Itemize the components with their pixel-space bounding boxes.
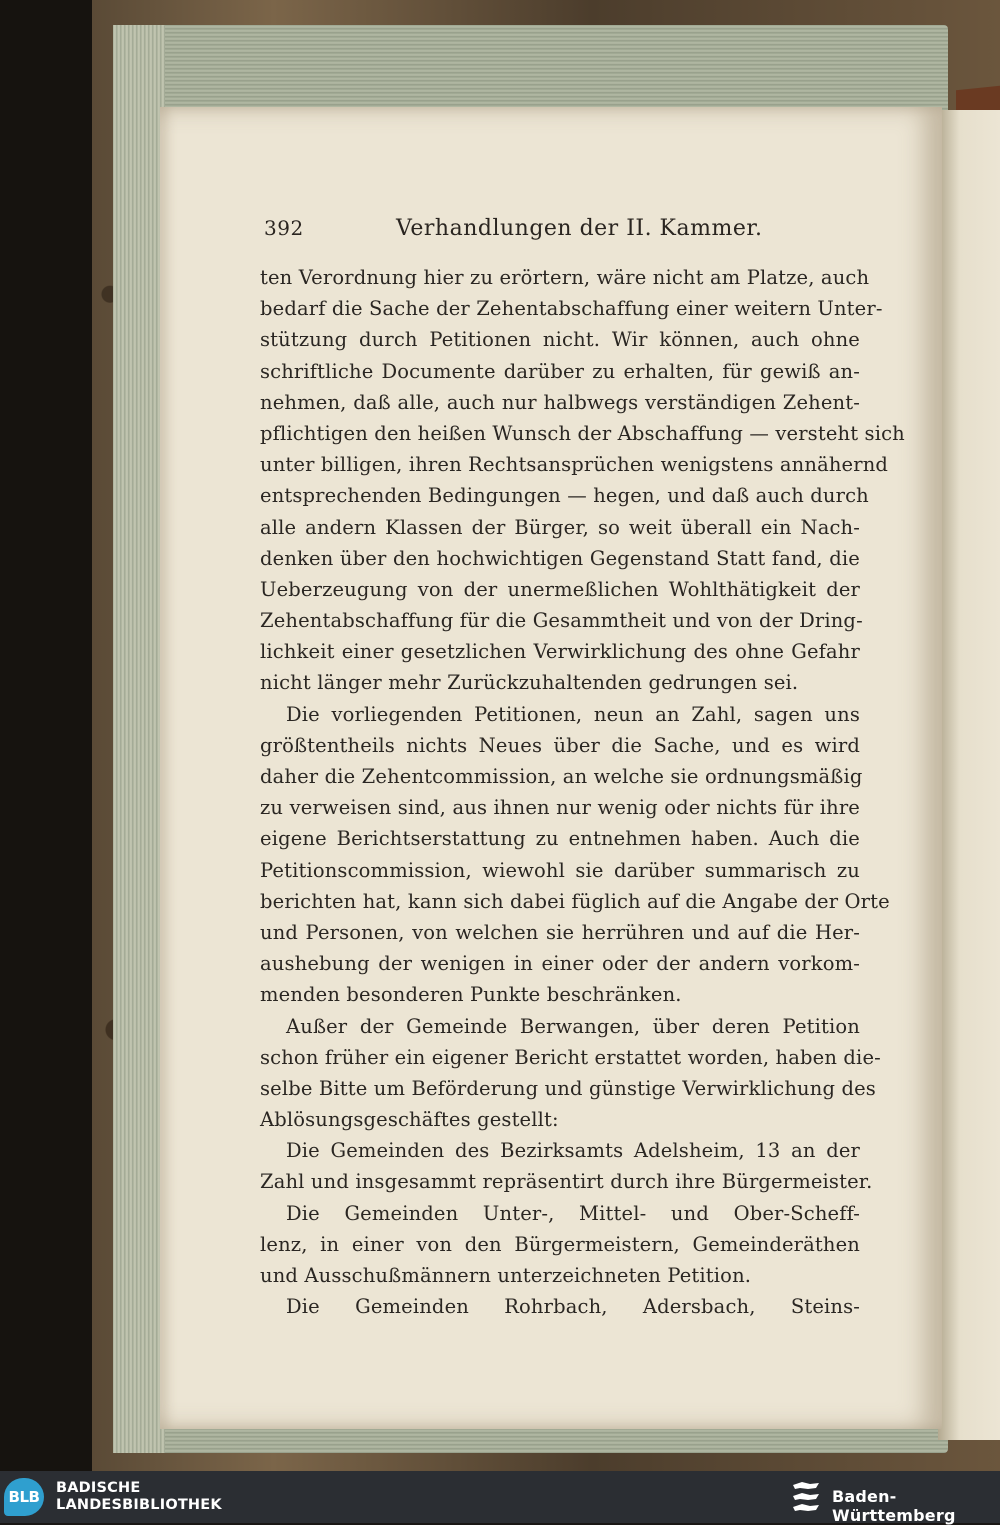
text-line: unter billigen, ihren Rechtsansprüchen wenigstens annähernd [260, 453, 889, 477]
text-line: Zehentabschaffung für die Gesammtheit und von der Dring- [260, 609, 863, 633]
running-title: Verhandlungen der II. Kammer. [396, 216, 763, 241]
page-header [264, 212, 864, 246]
text-line: nicht länger mehr Zurückzuhaltenden gedrungen sei. [260, 671, 799, 695]
text-line: Die Gemeinden Unter-, Mittel- und Ober-Scheff- [286, 1201, 860, 1225]
text-line: Petitionscommission, wiewohl sie darüber summarisch zu [260, 858, 860, 882]
blb-logo-icon[interactable]: BLB [4, 1478, 44, 1516]
text-line: größtentheils nichts Neues über die Sache, und es wird [260, 733, 860, 757]
text-line: Ablösungsgeschäftes gestellt: [260, 1108, 559, 1132]
text-line: denken über den hochwichtigen Gegenstand Statt fand, die [260, 546, 860, 570]
body-text [260, 262, 905, 1322]
state-name[interactable]: Baden-Württemberg [832, 1487, 956, 1525]
text-line: aushebung der wenigen in einer oder der andern vorkom- [260, 952, 860, 976]
text-line: Die Gemeinden des Bezirksamts Adelsheim, 13 an der [286, 1139, 860, 1163]
facing-page-edge [938, 110, 1000, 1440]
text-line: alle andern Klassen der Bürger, so weit überall ein Nach- [260, 515, 860, 539]
text-line: Zahl und insgesammt repräsentirt durch ihre Bürgermeister. [260, 1170, 873, 1194]
text-line: eigene Berichtserstattung zu entnehmen haben. Auch die [260, 827, 860, 851]
text-line: schon früher ein eigener Bericht erstattet worden, haben die- [260, 1045, 881, 1069]
text-line: Die vorliegenden Petitionen, neun an Zahl, sagen uns [286, 702, 860, 726]
text-line: schriftliche Documente darüber zu erhalten, für gewiß an- [260, 359, 860, 383]
text-line: nehmen, daß alle, auch nur halbwegs verständigen Zehent- [260, 390, 860, 414]
text-line: ten Verordnung hier zu erörtern, wäre nicht am Platze, auch [260, 266, 870, 289]
viewer-footer [0, 1471, 1000, 1523]
text-line: und Personen, von welchen sie herrühren und auf die Her- [260, 920, 860, 944]
text-line: pflichtigen den heißen Wunsch der Abschaffung — versteht sich [260, 421, 905, 445]
text-line: lichkeit einer gesetzlichen Verwirklichung des ohne Gefahr [260, 640, 860, 664]
library-name[interactable] [56, 1480, 222, 1514]
text-line: und Ausschußmännern unterzeichneten Petition. [260, 1264, 752, 1287]
text-line: Die Gemeinden Rohrbach, Adersbach, Steins- [286, 1295, 860, 1319]
text-line: selbe Bitte um Beförderung und günstige Verwirklichung des [260, 1076, 876, 1100]
library-name-line1: BADISCHE [56, 1480, 141, 1496]
page-edges-side [113, 25, 165, 1453]
library-name-line2: LANDESBIBLIOTHEK [56, 1497, 222, 1513]
text-line: lenz, in einer von den Bürgermeistern, Gemeinderäthen [260, 1232, 860, 1256]
text-line: daher die Zehentcommission, an welche sie ordnungsmäßig [260, 765, 863, 788]
page-number: 392 [264, 216, 304, 240]
text-line: bedarf die Sache der Zehentabschaffung einer weitern Unter- [260, 297, 883, 321]
baden-wuerttemberg-lions-icon [790, 1479, 822, 1515]
text-line: menden besonderen Punkte beschränken. [260, 983, 682, 1007]
text-line: Außer der Gemeinde Berwangen, über deren Petition [286, 1014, 860, 1038]
text-line: stützung durch Petitionen nicht. Wir können, auch ohne [260, 328, 860, 352]
text-line: berichten hat, kann sich dabei füglich auf die Angabe der Orte [260, 889, 890, 913]
text-line: zu verweisen sind, aus ihnen nur wenig oder nichts für ihre [260, 796, 860, 820]
text-line: Ueberzeugung von der unermeßlichen Wohlthätigkeit der [260, 577, 860, 601]
text-line: entsprechenden Bedingungen — hegen, und daß auch durch [260, 484, 869, 508]
